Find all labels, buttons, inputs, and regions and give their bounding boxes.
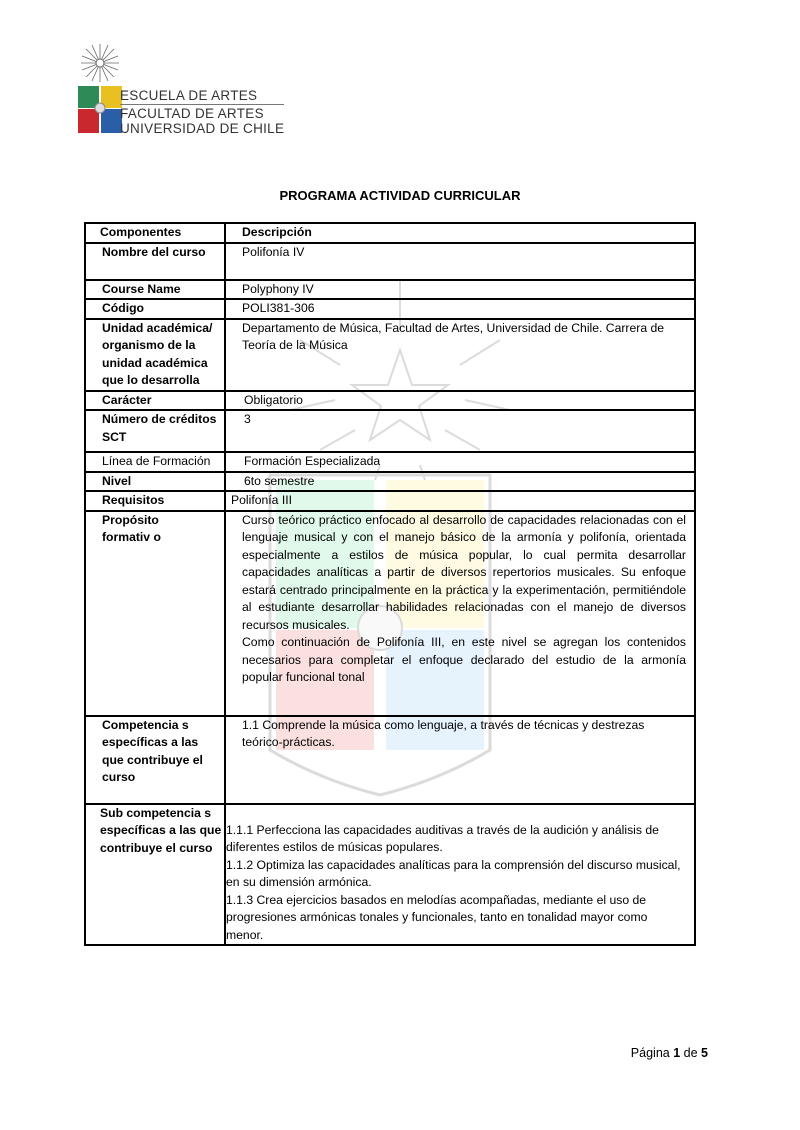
row-key: Línea de Formación bbox=[85, 452, 225, 472]
page-total: 5 bbox=[701, 1046, 708, 1060]
page-of-label: de bbox=[683, 1046, 698, 1060]
sub-competency-item: 1.1.1 Perfecciona las capacidades auditivas a través de la audición y análisis de diferentes estilos de músicas populares. bbox=[226, 822, 659, 854]
row-value: Formación Especializada bbox=[225, 452, 695, 472]
page-current: 1 bbox=[673, 1046, 681, 1060]
purpose-value bbox=[225, 511, 695, 716]
row-key: Nombre del curso bbox=[85, 243, 225, 280]
row-key: Competencia s específicas a las que contribuye el curso bbox=[85, 716, 225, 804]
table-row bbox=[85, 299, 695, 319]
coat-of-arms-icon bbox=[75, 42, 125, 137]
row-key: Carácter bbox=[85, 391, 225, 411]
page-label: Página bbox=[630, 1046, 670, 1060]
row-value: Departamento de Música, Facultad de Artes, Universidad de Chile. Carrera de Teoría de la Música bbox=[225, 319, 695, 391]
university-name: UNIVERSIDAD DE CHILE bbox=[120, 121, 285, 136]
header-components: Componentes bbox=[85, 223, 225, 243]
sub-competencies bbox=[225, 804, 695, 946]
table-row bbox=[85, 280, 695, 300]
row-key: Requisitos bbox=[85, 491, 225, 511]
row-key: Course Name bbox=[85, 280, 225, 300]
table-row bbox=[85, 491, 695, 511]
table-row bbox=[85, 472, 695, 492]
row-key: Sub competencia s específicas a las que contribuye el curso bbox=[85, 804, 225, 946]
row-key: Propósito formativ o bbox=[85, 511, 225, 716]
table-row bbox=[85, 319, 695, 391]
header-description: Descripción bbox=[225, 223, 695, 243]
table-row bbox=[85, 243, 695, 280]
row-value: 6to semestre bbox=[225, 472, 695, 492]
table-row bbox=[85, 391, 695, 411]
row-key: Número de créditos SCT bbox=[85, 410, 225, 452]
row-value: Polifonía IV bbox=[225, 243, 695, 280]
school-name: ESCUELA DE ARTES bbox=[120, 88, 284, 105]
row-key: Nivel bbox=[85, 472, 225, 492]
sub-competency-item: 1.1.2 Optimiza las capacidades analíticas para la comprensión del discurso musical, en su dimensión armónica. bbox=[226, 857, 681, 889]
row-value: 3 bbox=[225, 410, 695, 452]
page-number bbox=[631, 1046, 708, 1060]
row-value: POLI381-306 bbox=[225, 299, 695, 319]
table-row bbox=[85, 511, 695, 716]
table-header-row bbox=[85, 223, 695, 243]
table-row bbox=[85, 804, 695, 946]
curriculum-table bbox=[84, 222, 696, 946]
faculty-name: FACULTAD DE ARTES bbox=[120, 106, 264, 121]
table-row bbox=[85, 716, 695, 804]
institution-name bbox=[120, 88, 284, 136]
sub-competency-item: 1.1.3 Crea ejercicios basados en melodías acompañadas, mediante el uso de progresiones armónicas tonales y funcionales, tanto en tonalidad mayor como menor. bbox=[226, 892, 648, 942]
purpose-paragraph-2: Como continuación de Polifonía III, en este nivel se agregan los contenidos necesarios para completar el enfoque declarado del estudio de la armonía popular funcional tonal bbox=[242, 635, 686, 684]
table-row bbox=[85, 410, 695, 452]
row-key: Unidad académica/ organismo de la unidad académica que lo desarrolla bbox=[85, 319, 225, 391]
row-value: Polyphony IV bbox=[225, 280, 695, 300]
row-key: Código bbox=[85, 299, 225, 319]
row-value: Polifonía III bbox=[225, 491, 695, 511]
row-value: Obligatorio bbox=[225, 391, 695, 411]
table-row bbox=[85, 452, 695, 472]
row-value: 1.1 Comprende la música como lenguaje, a través de técnicas y destrezas teórico-prácticas. bbox=[225, 716, 695, 804]
purpose-paragraph-1: Curso teórico práctico enfocado al desarrollo de capacidades relacionadas con el lenguaje musical y con el manejo básico de la armonía y polifonía, orientada especialmente a estilos de música popular, lo cual permita desarrollar capacidades analíticas a partir de diversos repertorios musicales. Su enfoque estará centrado principalmente en la práctica y la experimentación, permitiéndole al estudiante desarrollar habilidades relacionadas con el manejo de diversos recursos musicales. bbox=[242, 512, 686, 632]
document-title: PROGRAMA ACTIVIDAD CURRICULAR bbox=[279, 188, 521, 203]
